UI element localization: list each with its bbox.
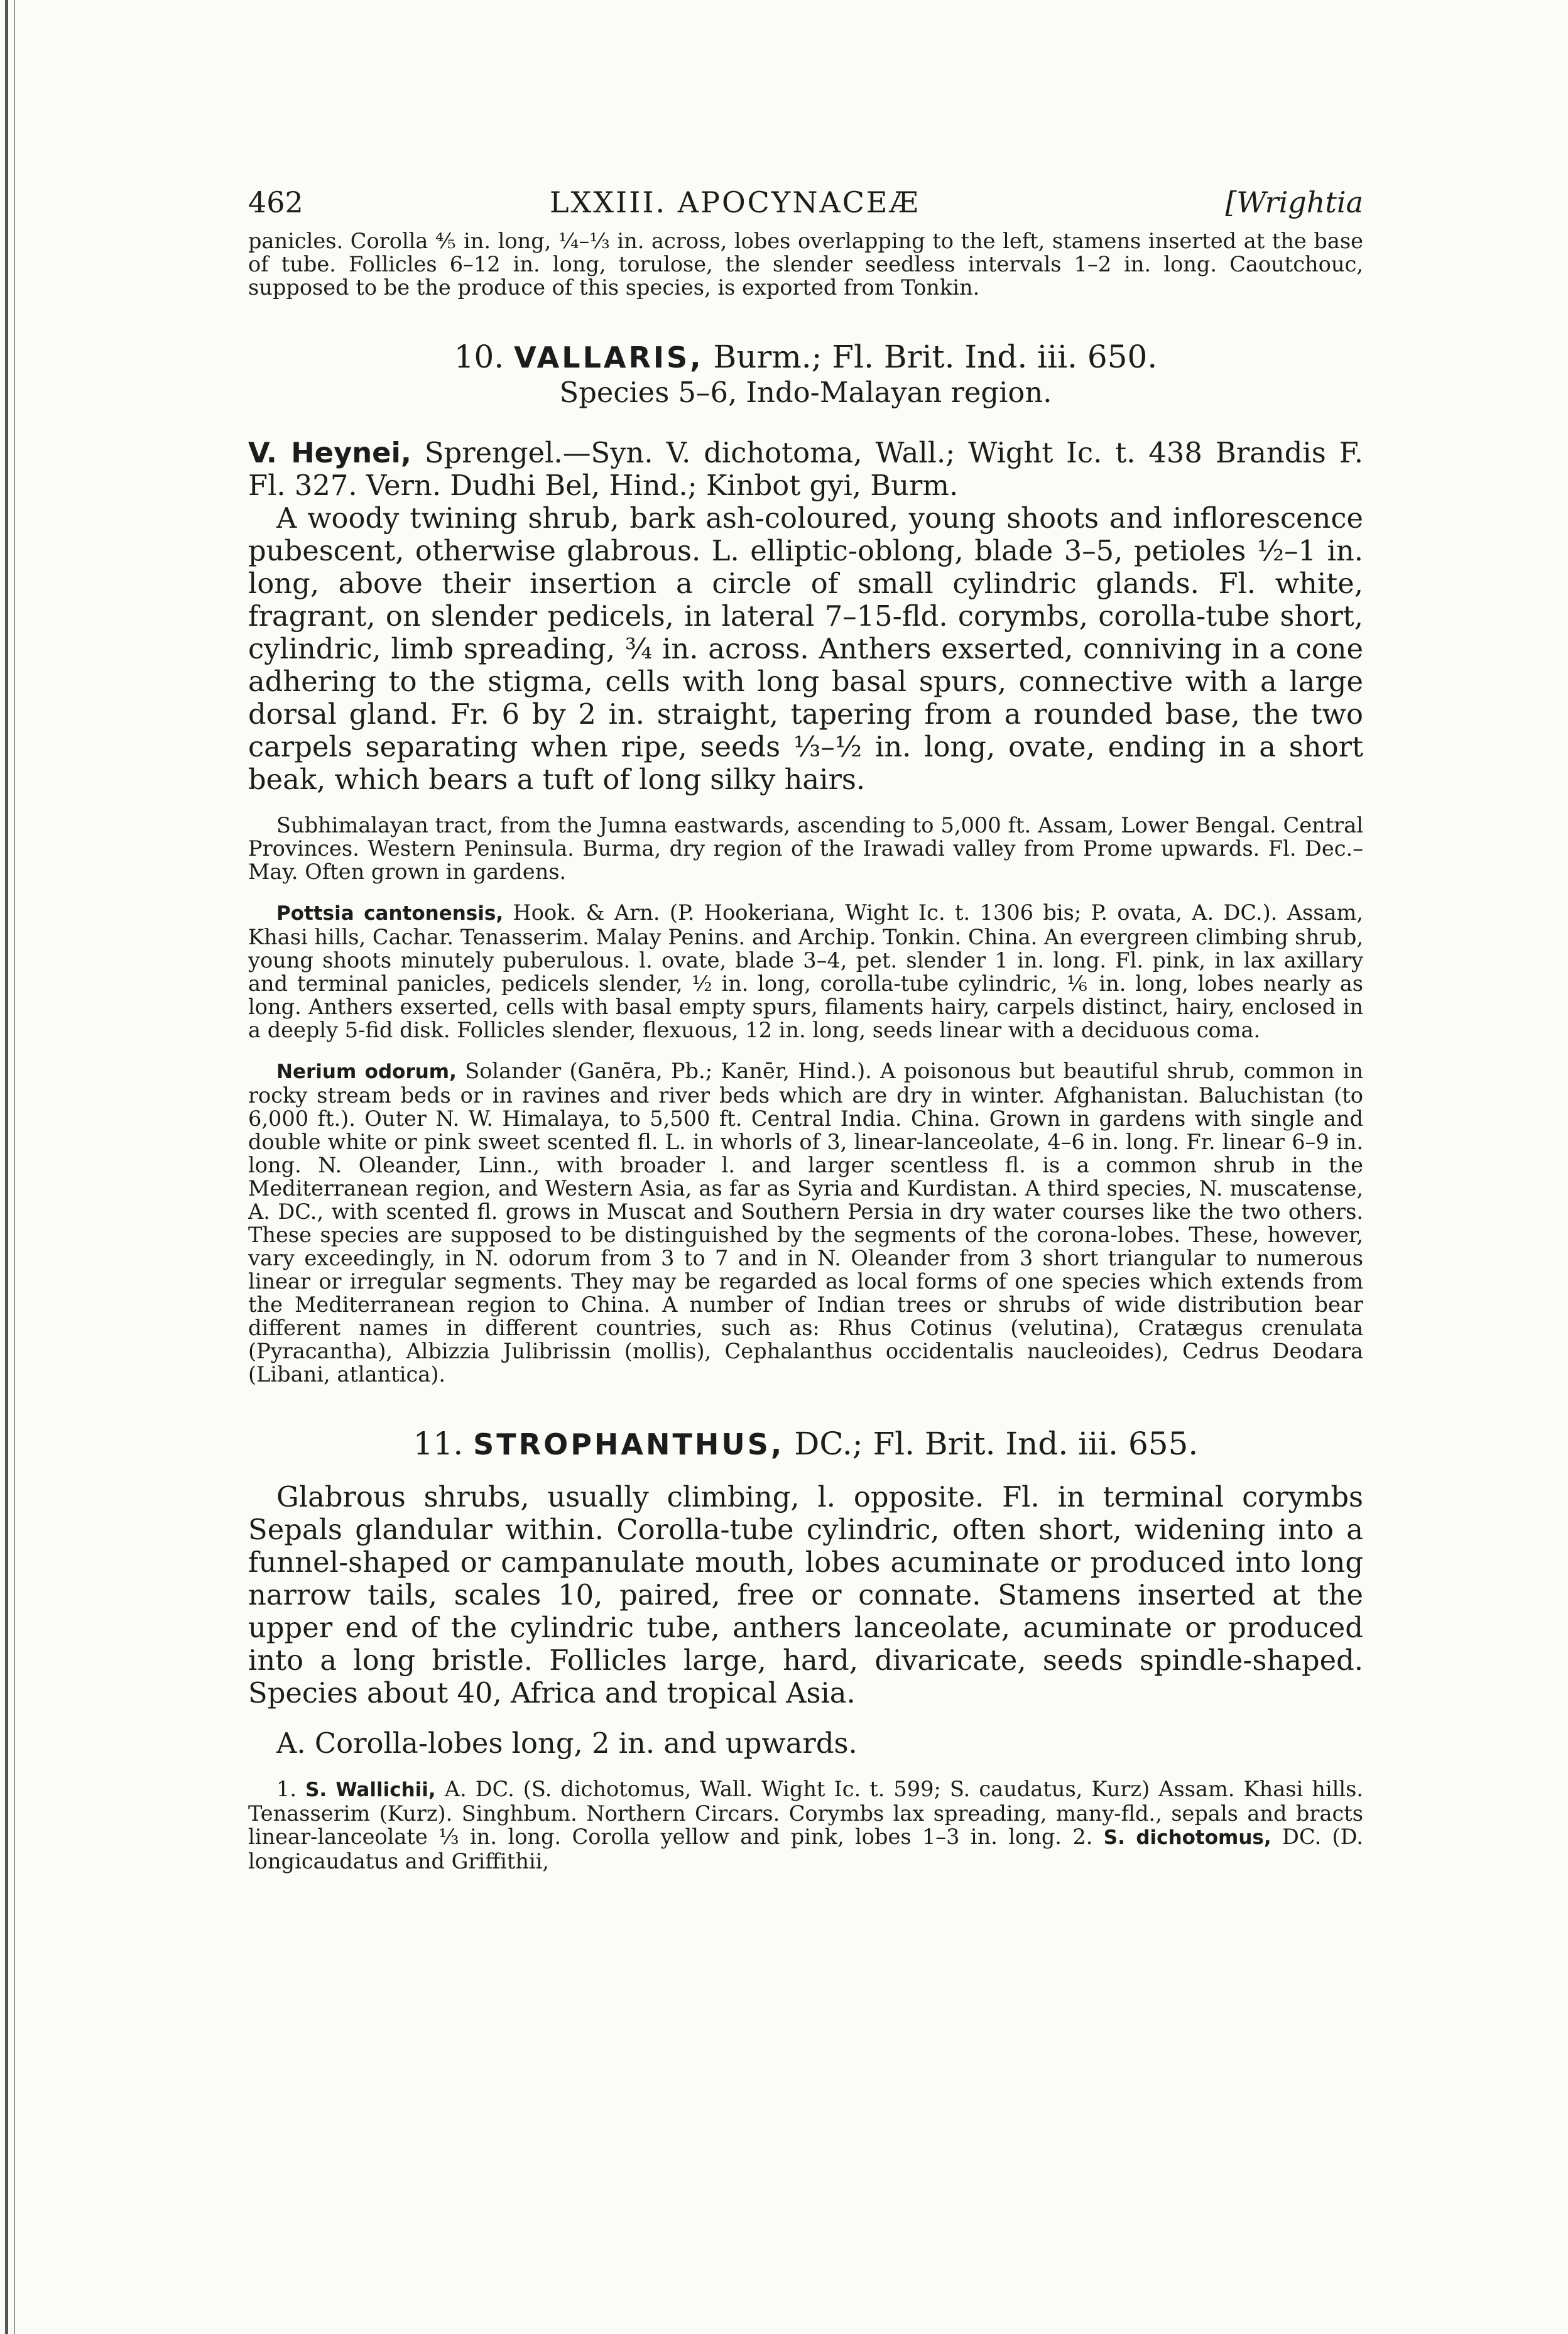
note-nerium-text: Solander (Ganēra, Pb.; Kanēr, Hind.). A poisonous but beautiful shrub, common in rocky stream beds or in ravines and river beds which are dry in winter. Afghanistan. Baluchistan (to 6,000 ft.). Outer N. W. Himalaya, to 5,500 ft. Central India. China. Grown in gardens with single and double white or pink sweet scented fl. L. in whorls of 3, linear-lanceolate, 4–6 in. long. Fr. linear 6–9 in. long. N. Oleander, Linn., with broader l. and larger scentless fl. is a common shrub in the Mediterranean region, and Western Asia, as far as Syria and Kurdistan. A third species, N. muscatense, A. DC., with scented fl. grows in Muscat and Southern Persia in dry water courses like the two others. These species are supposed to be distinguished by the segments of the corona-lobes. These, however, vary exceedingly, in N. odorum from 3 to 7 and in N. Oleander from 3 short triangular to numerous linear or irregular segments. They may be regarded as local forms of one species which extends from the Mediterranean region to China. A number of Indian trees or shrubs of wide distribution bear different names in different countries, such as: Rhus Cotinus (velutina), Cratægus crenulata (Pyracantha), Albizzia Julibrissin (mollis), Cephalanthus occidentalis naucleoides), Cedrus Deodara (Libani, atlantica). — [248, 1059, 1363, 1387]
species-wallichii — [248, 1777, 1363, 1873]
genus-description: Glabrous shrubs, usually climbing, l. opposite. Fl. in terminal corymbs Sepals glandular within. Corolla-tube cylindric, often short, widening into a funnel-shaped or campanulate mouth, lobes acuminate or produced into long narrow tails, scales 10, paired, free or connate. Stamens inserted at the upper end of the cylindric tube, anthers lanceolate, acuminate or produced into a long bristle. Follicles large, hard, divaricate, seeds spindle-shaped. Species about 40, Africa and tropical Asia. — [248, 1480, 1363, 1710]
note-pottsia-text: Hook. & Arn. (P. Hookeriana, Wight Ic. t. 1306 bis; P. ovata, A. DC.). Assam, Khasi hills, Cachar. Tenasserim. Malay Penins. and Archip. Tonkin. China. An evergreen climbing shrub, young shoots minutely puberulous. l. ovate, blade 3–4, pet. slender 1 in. long. Fl. pink, in lax axillary and terminal panicles, pedicels slender, ½ in. long, corolla-tube cylindric, ⅙ in. long, lobes nearly as long. Anthers exserted, cells with basal empty spurs, filaments hairy, carpels distinct, hairy, enclosed in a deeply 5-fid disk. Follicles slender, flexuous, 12 in. long, seeds linear with a deciduous coma. — [248, 900, 1363, 1042]
next-species-name: S. dichotomus, — [1103, 1826, 1271, 1849]
species-name: S. Wallichii, — [305, 1779, 436, 1801]
running-genus: [Wrightia — [1225, 185, 1363, 219]
species-number: 1. — [276, 1777, 297, 1801]
chapter-title: LXXIII. APOCYNACEÆ — [550, 185, 920, 219]
genus-number: 10. — [454, 339, 504, 375]
note-pottsia-name: Pottsia cantonensis, — [276, 902, 504, 925]
species-heading-heynei — [248, 437, 1363, 502]
species-description: A woody twining shrub, bark ash-coloured, young shoots and inflorescence pubescent, otherwise glabrous. L. elliptic-oblong, blade 3–5, petioles ½–1 in. long, above their insertion a circle of small cylindric glands. Fl. white, fragrant, on slender pedicels, in lateral 7–15-fld. corymbs, corolla-tube short, cylindric, limb spreading, ¾ in. across. Anthers exserted, conniving in a cone adhering to the stigma, cells with long basal spurs, connective with a large dorsal gland. Fr. 6 by 2 in. straight, tapering from a rounded base, the two carpels separating when ripe, seeds ⅓–½ in. long, ovate, ending in a short beak, which bears a tuft of long silky hairs. — [248, 501, 1363, 796]
scan-edge-light — [14, 0, 15, 2334]
note-nerium — [248, 1059, 1363, 1386]
continuation-paragraph: panicles. Corolla ⅘ in. long, ¼–⅓ in. across, lobes overlapping to the left, stamens inserted at the base of tube. Follicles 6–12 in. long, torulose, the slender seedless intervals 1–2 in. long. Caoutchouc, supposed to be the produce of this species, is exported from Tonkin. — [248, 229, 1363, 300]
note-pottsia — [248, 901, 1363, 1042]
species-synonymy: Sprengel.—Syn. V. dichotoma, Wall.; Wight Ic. t. 438 Brandis F. Fl. 327. Vern. Dudhi Bel, Hind.; Kinbot gyi, Burm. — [248, 436, 1363, 502]
genus-species-note: Species 5–6, Indo-Malayan region. — [559, 376, 1052, 409]
genus-heading-strophanthus — [248, 1425, 1363, 1463]
genus-citation: DC.; Fl. Brit. Ind. iii. 655. — [794, 1426, 1199, 1462]
genus-heading-vallaris — [248, 338, 1363, 376]
next-species-text: DC. (D. longicaudatus and Griffithii, — [248, 1824, 1363, 1873]
scan-edge-dark — [5, 0, 8, 2334]
note-nerium-name: Nerium odorum, — [276, 1061, 457, 1083]
genus-name: VALLARIS, — [514, 341, 704, 374]
page-number: 462 — [248, 185, 303, 219]
next-species-number: 2. — [1072, 1824, 1093, 1849]
species-distribution: Subhimalayan tract, from the Jumna eastwards, ascending to 5,000 ft. Assam, Lower Bengal. Central Provinces. Western Peninsula. Burma, dry region of the Irawadi valley from Prome upwards. Fl. Dec.–May. Often grown in gardens. — [248, 813, 1363, 884]
running-header — [248, 173, 1363, 229]
species-text: A. DC. (S. dichotomus, Wall. Wight Ic. t. 599; S. caudatus, Kurz) Assam. Khasi hills. Tenasserim (Kurz). Singhbum. Northern Circars. Corymbs lax spreading, many-fld., sepals and bracts linear-lanceolate ⅓ in. long. Corolla yellow and pink, lobes 1–3 in. long. — [248, 1777, 1363, 1849]
book-page — [248, 173, 1363, 1873]
key-lead-a: A. Corolla-lobes long, 2 in. and upwards. — [276, 1726, 858, 1760]
genus-number: 11. — [413, 1426, 464, 1462]
genus-citation: Burm.; Fl. Brit. Ind. iii. 650. — [713, 339, 1158, 375]
species-name: V. Heynei, — [248, 436, 411, 469]
genus-name: STROPHANTHUS, — [473, 1427, 785, 1461]
